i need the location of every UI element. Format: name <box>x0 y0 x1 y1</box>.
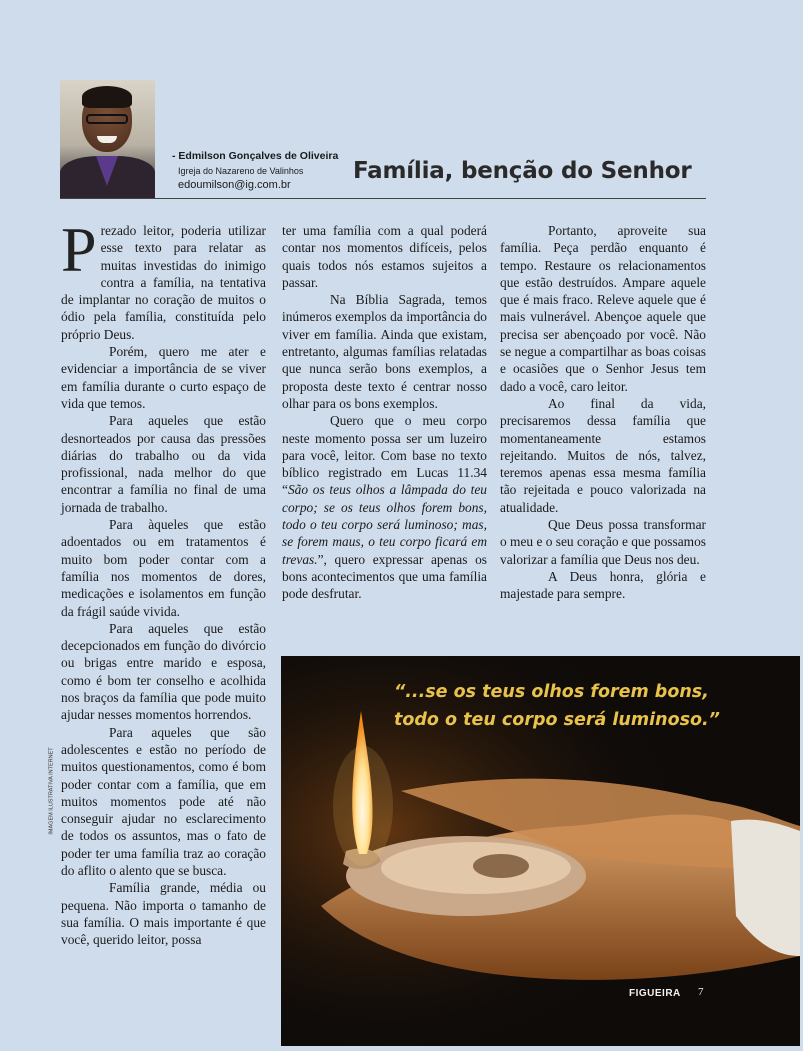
paragraph: Porém, quero me ater e evidenciar a importância de se viver em família durante o curto espaço de vida que temos. <box>61 344 266 411</box>
author-name: - Edmilson Gonçalves de Oliveira <box>172 150 339 162</box>
author-email: edoumilson@ig.com.br <box>178 179 291 191</box>
paragraph: Quero que o meu corpo neste momento possa ser um luzeiro para você, leitor. Com base no texto bíblico registrado em Lucas 11.34 “São os teus olhos a lâmpada do teu corpo; se os teus olhos forem bons, todo o teu corpo será luminoso; mas, se forem maus, o teu corpo ficará em trevas.”, quero expressar apenas os bons acontecimentos que uma família pode desfrutar. <box>282 413 487 602</box>
paragraph: Para àqueles que estão adoentados ou em tratamentos é muito bom poder contar com a família nos momentos de dores, medicações e isolamentos em função da frágil saúde vivida. <box>61 517 266 619</box>
paragraph: ter uma família com a qual poderá contar nos momentos difíceis, pelos quais todos nós estamos sujeitos a passar. <box>282 223 487 290</box>
pull-quote-line-1: “...se os teus olhos forem bons, <box>394 682 709 702</box>
paragraph: Prezado leitor, poderia utilizar esse texto para relatar as muitas investidas do inimigo contra a família, na tentativa de implantar no coração de muitos o ódio pela família, constituída pelo próprio Deus. <box>61 214 266 342</box>
paragraph: Ao final da vida, precisaremos dessa família que momentaneamente estamos rejeitando. Muitos de nós, talvez, teremos apenas essa mesma família tão rejeitada e pouco valorizada na atualidade. <box>500 395 706 515</box>
magazine-brand: FIGUEIRA <box>629 988 681 999</box>
pull-quote-line-2: todo o teu corpo será luminoso.” <box>394 710 720 730</box>
paragraph: Para aqueles que estão decepcionados em função do divórcio ou brigas entre marido e esposa, como é bom ter conselho e acolhida nos braços da família que pode muito ajudar nesses momentos horrendos. <box>61 620 266 723</box>
text-column-3 <box>500 222 706 603</box>
paragraph: A Deus honra, glória e majestade para sempre. <box>500 568 706 602</box>
author-church: Igreja do Nazareno de Valinhos <box>178 166 304 176</box>
paragraph: Para aqueles que são adolescentes e estão no período de muitos questionamentos, como é bom poder contar com a família, que em muitos momentos pode até não conseguir ajudar no esclarecimento de todos os assuntos, mas o fato de poder ter uma família traz ao coração do aflito o alento que se busca. <box>61 724 266 878</box>
paragraph: Para aqueles que estão desnorteados por causa das pressões diárias do trabalho ou da vida profissional, nada melhor do que encontrar a família no final de uma jornada de trabalho. <box>61 413 266 515</box>
article-title: Família, benção do Senhor <box>353 158 692 184</box>
pull-quote <box>394 678 720 734</box>
oil-lamp-image <box>281 656 800 1046</box>
author-photo <box>60 80 155 198</box>
photo-credit: IMAGEM ILUSTRATIVA INTERNET <box>48 747 55 835</box>
paragraph: Portanto, aproveite sua família. Peça perdão enquanto é tempo. Restaure os relacionamentos que estão destruídos. Ampare aquele que é mais fraco. Releve aquele que é mais vulnerável. Abençoe aquele que precisa ser abençoado por você. Não se negue a compartilhar as boas coisas e ocasiões que o Senhor Jesus tem dado a você, caro leitor. <box>500 223 706 394</box>
title-divider <box>60 198 706 199</box>
page-number: 7 <box>698 986 704 998</box>
paragraph: Na Bíblia Sagrada, temos inúmeros exemplos da importância do viver em família. Ainda que existam, entretanto, algumas famílias relatadas que nunca serão bons exemplos, a proposta deste texto é centrar nosso olhar para os bons exemplos. <box>282 292 487 411</box>
text-column-2 <box>282 222 487 603</box>
paragraph: Que Deus possa transformar o meu e o seu coração e que possamos valorizar a família que Deus nos deu. <box>500 517 706 567</box>
drop-cap: P <box>61 214 97 285</box>
text-column-1 <box>61 214 266 948</box>
paragraph: Família grande, média ou pequena. Não importa o tamanho de sua família. O mais importante é que você, querido leitor, possa <box>61 880 266 948</box>
bible-quote: São os teus olhos a lâmpada do teu corpo; se os teus olhos forem bons, todo o teu corpo será luminoso; mas, se forem maus, o teu corpo ficará em trevas. <box>282 482 487 567</box>
